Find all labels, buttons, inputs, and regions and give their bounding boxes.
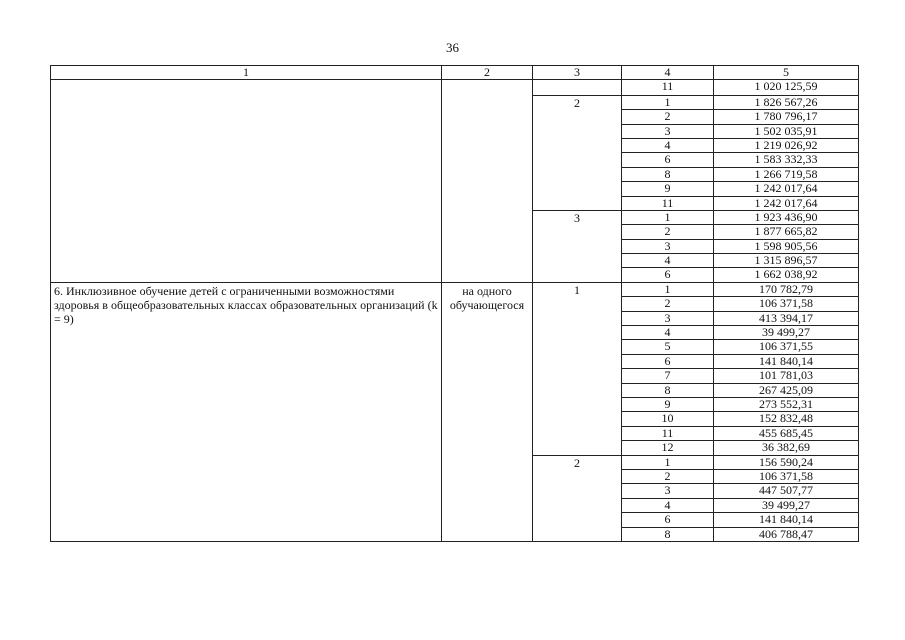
value-cell: 1 502 035,91: [714, 124, 859, 138]
value-cell: 1 020 125,59: [714, 80, 859, 95]
header-col-1: 1: [51, 66, 442, 80]
subgroup-cell: 2: [622, 225, 714, 239]
value-cell: 39 499,27: [714, 326, 859, 340]
value-cell: 1 923 436,90: [714, 210, 859, 224]
unit-cell: на одного обучающегося: [442, 282, 533, 541]
value-cell: 1 598 905,56: [714, 239, 859, 253]
value-cell: 106 371,58: [714, 297, 859, 311]
header-col-3: 3: [533, 66, 622, 80]
subgroup-cell: 1: [622, 210, 714, 224]
group-cell: 2: [533, 95, 622, 210]
subgroup-cell: 3: [622, 311, 714, 325]
subgroup-cell: 2: [622, 297, 714, 311]
header-col-5: 5: [714, 66, 859, 80]
subgroup-cell: 6: [622, 268, 714, 282]
value-cell: 455 685,45: [714, 426, 859, 440]
table-header-row: [51, 66, 859, 80]
subgroup-cell: 11: [622, 196, 714, 210]
value-cell: 1 826 567,26: [714, 95, 859, 109]
subgroup-cell: 3: [622, 124, 714, 138]
value-cell: 1 242 017,64: [714, 182, 859, 196]
subgroup-cell: 3: [622, 484, 714, 498]
subgroup-cell: 7: [622, 369, 714, 383]
value-cell: 1 219 026,92: [714, 138, 859, 152]
value-cell: 152 832,48: [714, 412, 859, 426]
value-cell: 1 780 796,17: [714, 110, 859, 124]
value-cell: 106 371,58: [714, 469, 859, 483]
value-cell: 36 382,69: [714, 441, 859, 455]
subgroup-cell: 1: [622, 95, 714, 109]
subgroup-cell: 8: [622, 167, 714, 181]
subgroup-cell: 8: [622, 527, 714, 541]
subgroup-cell: 6: [622, 354, 714, 368]
value-cell: 1 583 332,33: [714, 153, 859, 167]
subgroup-cell: 6: [622, 153, 714, 167]
subgroup-cell: 9: [622, 182, 714, 196]
value-cell: 141 840,14: [714, 513, 859, 527]
value-cell: 1 662 038,92: [714, 268, 859, 282]
value-cell: 170 782,79: [714, 282, 859, 296]
value-cell: 447 507,77: [714, 484, 859, 498]
subgroup-cell: 4: [622, 254, 714, 268]
value-cell: 1 877 665,82: [714, 225, 859, 239]
value-cell: 106 371,55: [714, 340, 859, 354]
subgroup-cell: 4: [622, 138, 714, 152]
value-cell: 406 788,47: [714, 527, 859, 541]
value-cell: 267 425,09: [714, 383, 859, 397]
cont-unit-cell: [442, 80, 533, 282]
subgroup-cell: 4: [622, 326, 714, 340]
norm-cost-table: [50, 65, 859, 542]
table-row: [51, 282, 859, 296]
subgroup-cell: 2: [622, 110, 714, 124]
value-cell: 141 840,14: [714, 354, 859, 368]
value-cell: 101 781,03: [714, 369, 859, 383]
value-cell: 1 242 017,64: [714, 196, 859, 210]
service-name-cell: 6. Инклюзивное обучение детей с ограниченными возможностями здоровья в общеобразовательных классах образовательных организаций (k = 9): [51, 282, 442, 541]
value-cell: 156 590,24: [714, 455, 859, 469]
subgroup-cell: 4: [622, 498, 714, 512]
cont-group-cell: [533, 80, 622, 95]
header-col-4: 4: [622, 66, 714, 80]
value-cell: 39 499,27: [714, 498, 859, 512]
value-cell: 413 394,17: [714, 311, 859, 325]
subgroup-cell: 1: [622, 455, 714, 469]
header-col-2: 2: [442, 66, 533, 80]
table-row: [51, 80, 859, 95]
subgroup-cell: 11: [622, 426, 714, 440]
subgroup-cell: 9: [622, 397, 714, 411]
subgroup-cell: 2: [622, 469, 714, 483]
subgroup-cell: 12: [622, 441, 714, 455]
group-cell: 1: [533, 282, 622, 455]
subgroup-cell: 3: [622, 239, 714, 253]
group-cell: 3: [533, 210, 622, 282]
value-cell: 1 266 719,58: [714, 167, 859, 181]
subgroup-cell: 6: [622, 513, 714, 527]
subgroup-cell: 10: [622, 412, 714, 426]
group-cell: 2: [533, 455, 622, 541]
subgroup-cell: 8: [622, 383, 714, 397]
subgroup-cell: 1: [622, 282, 714, 296]
value-cell: 273 552,31: [714, 397, 859, 411]
cont-name-cell: [51, 80, 442, 282]
value-cell: 1 315 896,57: [714, 254, 859, 268]
page-number: 36: [446, 40, 459, 55]
subgroup-cell: 11: [622, 80, 714, 95]
subgroup-cell: 5: [622, 340, 714, 354]
